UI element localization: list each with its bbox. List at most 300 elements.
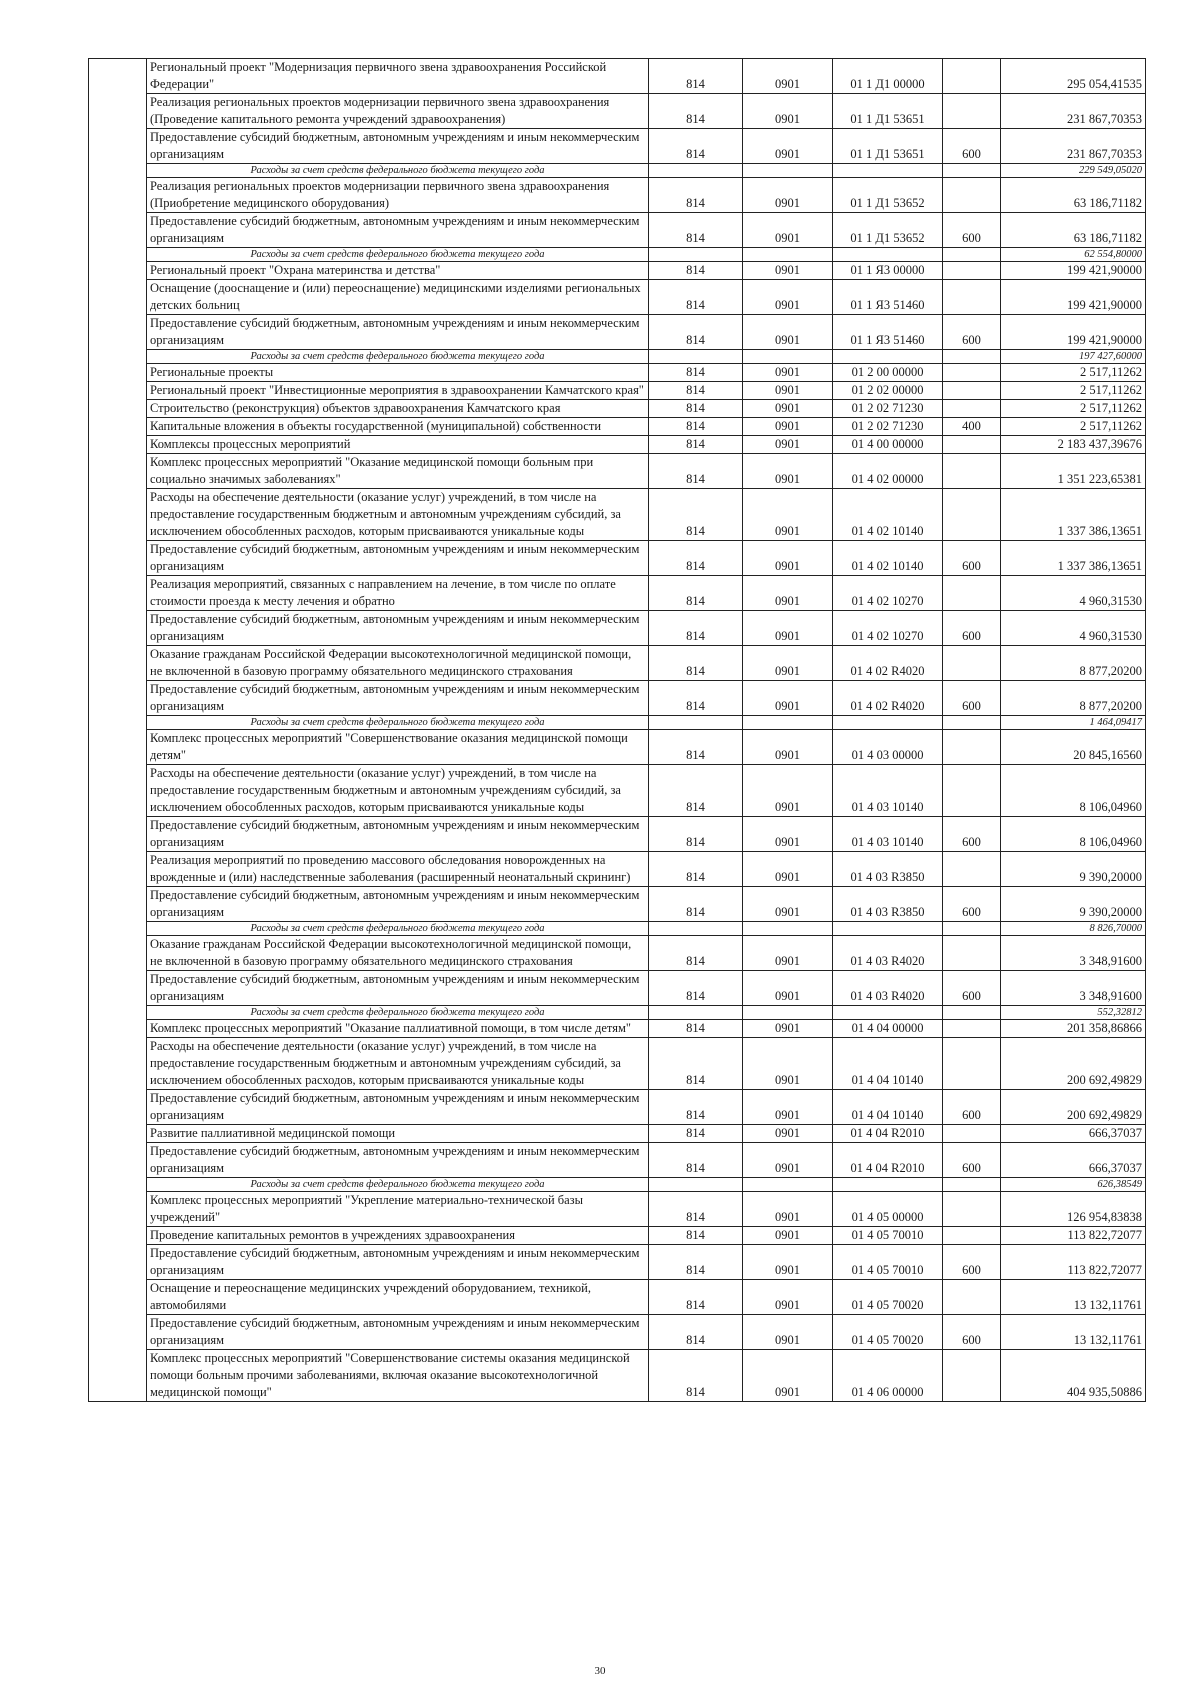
row-name: Региональный проект "Инвестиционные мероприятия в здравоохранении Камчатского края" [147, 382, 649, 400]
row-admin-code: 814 [649, 1125, 743, 1143]
table-row [89, 1245, 1146, 1280]
row-amount: 231 867,70353 [1001, 94, 1146, 129]
table-row [89, 1227, 1146, 1245]
row-expense-type [943, 262, 1001, 280]
row-name: Развитие паллиативной медицинской помощи [147, 1125, 649, 1143]
row-target-code: 01 4 03 R3850 [833, 852, 943, 887]
table-row [89, 94, 1146, 129]
table-row [89, 129, 1146, 164]
row-amount: 229 549,05020 [1001, 164, 1146, 178]
row-amount: 113 822,72077 [1001, 1245, 1146, 1280]
row-margin-cell [89, 129, 147, 164]
row-margin-cell [89, 454, 147, 489]
row-margin-cell [89, 852, 147, 887]
row-name: Региональный проект "Модернизация первичного звена здравоохранения Российской Федерации" [147, 59, 649, 94]
row-amount: 4 960,31530 [1001, 611, 1146, 646]
row-admin-code: 814 [649, 1090, 743, 1125]
row-section-code: 0901 [743, 765, 833, 817]
row-name: Предоставление субсидий бюджетным, автономным учреждениям и иным некоммерческим организациям [147, 129, 649, 164]
table-row [89, 1090, 1146, 1125]
row-amount: 201 358,86866 [1001, 1020, 1146, 1038]
row-target-code: 01 4 04 R2010 [833, 1143, 943, 1178]
row-name: Расходы на обеспечение деятельности (оказание услуг) учреждений, в том числе на предоставление государственным бюджетным и автономным учреждениям субсидий, за исключением обособленных расходов, которым присваиваются уникальные коды [147, 1038, 649, 1090]
row-name: Расходы за счет средств федерального бюджета текущего года [147, 350, 649, 364]
table-row [89, 1143, 1146, 1178]
row-amount: 231 867,70353 [1001, 129, 1146, 164]
row-admin-code [649, 1006, 743, 1020]
row-admin-code: 814 [649, 94, 743, 129]
row-amount: 63 186,71182 [1001, 178, 1146, 213]
row-expense-type [943, 1350, 1001, 1402]
federal-budget-row [89, 922, 1146, 936]
row-name: Расходы за счет средств федерального бюджета текущего года [147, 248, 649, 262]
row-section-code: 0901 [743, 541, 833, 576]
row-amount: 9 390,20000 [1001, 852, 1146, 887]
row-target-code: 01 4 00 00000 [833, 436, 943, 454]
row-amount: 3 348,91600 [1001, 971, 1146, 1006]
row-section-code: 0901 [743, 280, 833, 315]
row-amount: 8 106,04960 [1001, 765, 1146, 817]
row-amount: 626,38549 [1001, 1178, 1146, 1192]
row-expense-type: 600 [943, 1315, 1001, 1350]
row-margin-cell [89, 382, 147, 400]
row-expense-type: 600 [943, 315, 1001, 350]
row-margin-cell [89, 1192, 147, 1227]
table-row [89, 887, 1146, 922]
row-expense-type: 600 [943, 541, 1001, 576]
row-name: Предоставление субсидий бюджетным, автономным учреждениям и иным некоммерческим организациям [147, 971, 649, 1006]
row-amount: 404 935,50886 [1001, 1350, 1146, 1402]
row-expense-type [943, 436, 1001, 454]
row-admin-code: 814 [649, 541, 743, 576]
row-amount: 666,37037 [1001, 1143, 1146, 1178]
row-target-code: 01 4 04 10140 [833, 1038, 943, 1090]
row-amount: 2 517,11262 [1001, 418, 1146, 436]
row-admin-code: 814 [649, 611, 743, 646]
row-margin-cell [89, 1090, 147, 1125]
table-row [89, 852, 1146, 887]
row-target-code [833, 716, 943, 730]
row-target-code: 01 4 05 70010 [833, 1227, 943, 1245]
row-expense-type: 600 [943, 1245, 1001, 1280]
row-section-code: 0901 [743, 418, 833, 436]
row-target-code: 01 4 04 10140 [833, 1090, 943, 1125]
table-row [89, 178, 1146, 213]
table-row [89, 400, 1146, 418]
row-amount: 666,37037 [1001, 1125, 1146, 1143]
row-target-code: 01 4 02 R4020 [833, 646, 943, 681]
row-target-code: 01 1 Д1 53652 [833, 178, 943, 213]
table-row [89, 1280, 1146, 1315]
federal-budget-row [89, 248, 1146, 262]
row-name: Реализация мероприятий, связанных с направлением на лечение, в том числе по оплате стоимости проезда к месту лечения и обратно [147, 576, 649, 611]
row-section-code: 0901 [743, 213, 833, 248]
row-section-code: 0901 [743, 1227, 833, 1245]
table-body [89, 59, 1146, 1402]
row-name: Предоставление субсидий бюджетным, автономным учреждениям и иным некоммерческим организациям [147, 315, 649, 350]
federal-budget-row [89, 350, 1146, 364]
row-expense-type: 600 [943, 971, 1001, 1006]
page-number: 30 [594, 1665, 606, 1677]
row-name: Предоставление субсидий бюджетным, автономным учреждениям и иным некоммерческим организациям [147, 1245, 649, 1280]
row-section-code: 0901 [743, 178, 833, 213]
row-section-code: 0901 [743, 400, 833, 418]
row-amount: 199 421,90000 [1001, 315, 1146, 350]
row-margin-cell [89, 262, 147, 280]
row-admin-code: 814 [649, 971, 743, 1006]
row-expense-type: 600 [943, 129, 1001, 164]
row-expense-type: 600 [943, 681, 1001, 716]
row-amount: 295 054,41535 [1001, 59, 1146, 94]
table-row [89, 971, 1146, 1006]
row-section-code: 0901 [743, 936, 833, 971]
row-name: Оснащение и переоснащение медицинских учреждений оборудованием, техникой, автомобилями [147, 1280, 649, 1315]
row-section-code: 0901 [743, 576, 833, 611]
table-row [89, 59, 1146, 94]
row-name: Предоставление субсидий бюджетным, автономным учреждениям и иным некоммерческим организациям [147, 817, 649, 852]
row-target-code: 01 2 00 00000 [833, 364, 943, 382]
row-admin-code: 814 [649, 280, 743, 315]
row-amount: 9 390,20000 [1001, 887, 1146, 922]
row-target-code: 01 4 03 10140 [833, 817, 943, 852]
row-margin-cell [89, 1125, 147, 1143]
row-section-code: 0901 [743, 611, 833, 646]
row-name: Расходы за счет средств федерального бюджета текущего года [147, 164, 649, 178]
row-name: Расходы за счет средств федерального бюджета текущего года [147, 1178, 649, 1192]
row-margin-cell [89, 1350, 147, 1402]
table-row [89, 1020, 1146, 1038]
row-admin-code: 814 [649, 1227, 743, 1245]
row-margin-cell [89, 1143, 147, 1178]
row-target-code: 01 4 04 00000 [833, 1020, 943, 1038]
row-name: Предоставление субсидий бюджетным, автономным учреждениям и иным некоммерческим организациям [147, 541, 649, 576]
row-target-code: 01 2 02 00000 [833, 382, 943, 400]
row-admin-code [649, 922, 743, 936]
row-admin-code: 814 [649, 817, 743, 852]
row-margin-cell [89, 1315, 147, 1350]
row-expense-type [943, 716, 1001, 730]
row-target-code [833, 164, 943, 178]
row-expense-type [943, 730, 1001, 765]
row-expense-type [943, 1280, 1001, 1315]
row-target-code: 01 1 Д1 00000 [833, 59, 943, 94]
row-margin-cell [89, 936, 147, 971]
row-target-code: 01 4 03 R4020 [833, 971, 943, 1006]
row-target-code: 01 4 03 10140 [833, 765, 943, 817]
row-margin-cell [89, 489, 147, 541]
row-target-code: 01 4 02 00000 [833, 454, 943, 489]
row-name: Капитальные вложения в объекты государственной (муниципальной) собственности [147, 418, 649, 436]
budget-table [88, 58, 1146, 1402]
row-target-code: 01 4 02 10270 [833, 576, 943, 611]
row-target-code: 01 2 02 71230 [833, 418, 943, 436]
row-expense-type [943, 1038, 1001, 1090]
row-name: Комплексы процессных мероприятий [147, 436, 649, 454]
table-row [89, 541, 1146, 576]
row-margin-cell [89, 971, 147, 1006]
row-admin-code: 814 [649, 1315, 743, 1350]
row-name: Реализация мероприятий по проведению массового обследования новорожденных на врожденные и (или) наследственные заболевания (расширенный неонатальный скрининг) [147, 852, 649, 887]
row-expense-type [943, 489, 1001, 541]
row-margin-cell [89, 1006, 147, 1020]
row-expense-type [943, 1192, 1001, 1227]
row-target-code: 01 1 Д1 53651 [833, 94, 943, 129]
row-margin-cell [89, 1178, 147, 1192]
row-name: Оснащение (дооснащение и (или) переоснащение) медицинскими изделиями региональных детских больниц [147, 280, 649, 315]
row-margin-cell [89, 59, 147, 94]
row-admin-code: 814 [649, 887, 743, 922]
table-row [89, 765, 1146, 817]
row-amount: 2 517,11262 [1001, 382, 1146, 400]
row-admin-code [649, 164, 743, 178]
row-amount: 3 348,91600 [1001, 936, 1146, 971]
row-margin-cell [89, 922, 147, 936]
row-target-code: 01 1 Я3 51460 [833, 315, 943, 350]
row-admin-code: 814 [649, 382, 743, 400]
row-expense-type: 600 [943, 1090, 1001, 1125]
table-row [89, 1038, 1146, 1090]
row-name: Оказание гражданам Российской Федерации высокотехнологичной медицинской помощи, не включенной в базовую программу обязательного медицинского страхования [147, 936, 649, 971]
row-admin-code: 814 [649, 576, 743, 611]
row-expense-type: 600 [943, 887, 1001, 922]
row-margin-cell [89, 350, 147, 364]
row-section-code: 0901 [743, 1350, 833, 1402]
row-expense-type [943, 382, 1001, 400]
row-admin-code: 814 [649, 129, 743, 164]
row-admin-code: 814 [649, 262, 743, 280]
row-amount: 197 427,60000 [1001, 350, 1146, 364]
row-section-code: 0901 [743, 852, 833, 887]
row-target-code: 01 4 02 10140 [833, 489, 943, 541]
row-expense-type [943, 454, 1001, 489]
row-admin-code: 814 [649, 1038, 743, 1090]
row-amount: 63 186,71182 [1001, 213, 1146, 248]
row-margin-cell [89, 178, 147, 213]
row-section-code: 0901 [743, 1020, 833, 1038]
row-target-code: 01 4 03 R3850 [833, 887, 943, 922]
row-margin-cell [89, 280, 147, 315]
table-row [89, 936, 1146, 971]
row-margin-cell [89, 436, 147, 454]
row-expense-type [943, 364, 1001, 382]
row-name: Комплекс процессных мероприятий "Оказание медицинской помощи больным при социально значимых заболеваниях" [147, 454, 649, 489]
row-admin-code: 814 [649, 364, 743, 382]
row-margin-cell [89, 1245, 147, 1280]
row-admin-code: 814 [649, 59, 743, 94]
row-name: Расходы за счет средств федерального бюджета текущего года [147, 716, 649, 730]
row-margin-cell [89, 576, 147, 611]
row-admin-code: 814 [649, 1280, 743, 1315]
federal-budget-row [89, 164, 1146, 178]
row-margin-cell [89, 418, 147, 436]
row-name: Предоставление субсидий бюджетным, автономным учреждениям и иным некоммерческим организациям [147, 611, 649, 646]
table-row [89, 418, 1146, 436]
row-section-code: 0901 [743, 489, 833, 541]
row-margin-cell [89, 730, 147, 765]
row-expense-type: 600 [943, 817, 1001, 852]
row-target-code [833, 1178, 943, 1192]
row-name: Расходы на обеспечение деятельности (оказание услуг) учреждений, в том числе на предоставление государственным бюджетным и автономным учреждениям субсидий, за исключением обособленных расходов, которым присваиваются уникальные коды [147, 489, 649, 541]
row-amount: 113 822,72077 [1001, 1227, 1146, 1245]
row-section-code: 0901 [743, 129, 833, 164]
row-section-code: 0901 [743, 364, 833, 382]
row-admin-code: 814 [649, 489, 743, 541]
row-name: Реализация региональных проектов модернизации первичного звена здравоохранения (Проведение капитального ремонта учреждений здравоохранения) [147, 94, 649, 129]
row-name: Расходы на обеспечение деятельности (оказание услуг) учреждений, в том числе на предоставление государственным бюджетным и автономным учреждениям субсидий, за исключением обособленных расходов, которым присваиваются уникальные коды [147, 765, 649, 817]
row-margin-cell [89, 765, 147, 817]
row-amount: 8 877,20200 [1001, 646, 1146, 681]
row-target-code: 01 4 02 10140 [833, 541, 943, 576]
row-section-code: 0901 [743, 1245, 833, 1280]
row-amount: 126 954,83838 [1001, 1192, 1146, 1227]
table-row [89, 213, 1146, 248]
row-name: Строительство (реконструкция) объектов здравоохранения Камчатского края [147, 400, 649, 418]
row-target-code: 01 4 05 70010 [833, 1245, 943, 1280]
row-section-code: 0901 [743, 1038, 833, 1090]
row-admin-code: 814 [649, 681, 743, 716]
table-row [89, 315, 1146, 350]
row-target-code [833, 248, 943, 262]
row-expense-type [943, 1227, 1001, 1245]
row-section-code: 0901 [743, 59, 833, 94]
row-expense-type [943, 350, 1001, 364]
row-section-code: 0901 [743, 646, 833, 681]
row-margin-cell [89, 400, 147, 418]
table-row [89, 454, 1146, 489]
row-admin-code: 814 [649, 936, 743, 971]
row-margin-cell [89, 94, 147, 129]
row-expense-type [943, 1178, 1001, 1192]
row-section-code [743, 350, 833, 364]
row-expense-type [943, 922, 1001, 936]
row-section-code [743, 1178, 833, 1192]
row-expense-type: 600 [943, 1143, 1001, 1178]
row-amount: 8 877,20200 [1001, 681, 1146, 716]
row-section-code: 0901 [743, 94, 833, 129]
row-name: Комплекс процессных мероприятий "Оказание паллиативной помощи, в том числе детям" [147, 1020, 649, 1038]
row-expense-type [943, 178, 1001, 213]
table-row [89, 817, 1146, 852]
row-section-code: 0901 [743, 1143, 833, 1178]
row-admin-code [649, 716, 743, 730]
row-expense-type [943, 164, 1001, 178]
row-expense-type [943, 576, 1001, 611]
row-expense-type [943, 1020, 1001, 1038]
row-name: Реализация региональных проектов модернизации первичного звена здравоохранения (Приобретение медицинского оборудования) [147, 178, 649, 213]
row-margin-cell [89, 213, 147, 248]
row-admin-code: 814 [649, 1020, 743, 1038]
row-margin-cell [89, 681, 147, 716]
federal-budget-row [89, 1178, 1146, 1192]
row-section-code: 0901 [743, 262, 833, 280]
row-admin-code: 814 [649, 436, 743, 454]
row-target-code: 01 4 04 R2010 [833, 1125, 943, 1143]
row-amount: 62 554,80000 [1001, 248, 1146, 262]
row-admin-code: 814 [649, 1245, 743, 1280]
table-row [89, 364, 1146, 382]
row-admin-code [649, 1178, 743, 1192]
row-expense-type [943, 646, 1001, 681]
row-section-code [743, 248, 833, 262]
row-expense-type: 600 [943, 611, 1001, 646]
row-name: Региональные проекты [147, 364, 649, 382]
row-amount: 13 132,11761 [1001, 1315, 1146, 1350]
row-expense-type [943, 852, 1001, 887]
row-target-code [833, 922, 943, 936]
row-admin-code: 814 [649, 213, 743, 248]
row-section-code: 0901 [743, 1090, 833, 1125]
row-section-code [743, 1006, 833, 1020]
row-admin-code [649, 248, 743, 262]
table-row [89, 436, 1146, 454]
row-expense-type [943, 1006, 1001, 1020]
row-target-code [833, 350, 943, 364]
row-margin-cell [89, 315, 147, 350]
row-expense-type [943, 765, 1001, 817]
row-name: Расходы за счет средств федерального бюджета текущего года [147, 922, 649, 936]
row-margin-cell [89, 1020, 147, 1038]
row-admin-code: 814 [649, 1350, 743, 1402]
table-row [89, 1315, 1146, 1350]
table-row [89, 611, 1146, 646]
row-target-code: 01 1 Я3 51460 [833, 280, 943, 315]
row-target-code: 01 2 02 71230 [833, 400, 943, 418]
federal-budget-row [89, 716, 1146, 730]
row-name: Оказание гражданам Российской Федерации высокотехнологичной медицинской помощи, не включенной в базовую программу обязательного медицинского страхования [147, 646, 649, 681]
row-margin-cell [89, 164, 147, 178]
row-amount: 200 692,49829 [1001, 1090, 1146, 1125]
row-margin-cell [89, 541, 147, 576]
row-expense-type [943, 59, 1001, 94]
row-amount: 4 960,31530 [1001, 576, 1146, 611]
row-name: Комплекс процессных мероприятий "Укрепление материально-технической базы учреждений" [147, 1192, 649, 1227]
row-name: Предоставление субсидий бюджетным, автономным учреждениям и иным некоммерческим организациям [147, 1315, 649, 1350]
row-amount: 8 106,04960 [1001, 817, 1146, 852]
table-row [89, 1350, 1146, 1402]
row-section-code: 0901 [743, 436, 833, 454]
table-row [89, 576, 1146, 611]
row-amount: 8 826,70000 [1001, 922, 1146, 936]
row-admin-code: 814 [649, 1192, 743, 1227]
row-name: Проведение капитальных ремонтов в учреждениях здравоохранения [147, 1227, 649, 1245]
row-admin-code: 814 [649, 646, 743, 681]
row-target-code: 01 4 05 70020 [833, 1280, 943, 1315]
row-target-code: 01 4 03 00000 [833, 730, 943, 765]
row-expense-type [943, 248, 1001, 262]
row-amount: 1 351 223,65381 [1001, 454, 1146, 489]
row-amount: 20 845,16560 [1001, 730, 1146, 765]
row-name: Предоставление субсидий бюджетным, автономным учреждениям и иным некоммерческим организациям [147, 1143, 649, 1178]
row-expense-type: 600 [943, 213, 1001, 248]
row-section-code [743, 164, 833, 178]
row-target-code: 01 1 Я3 00000 [833, 262, 943, 280]
row-name: Комплекс процессных мероприятий "Совершенствование системы оказания медицинской помощи больным прочими заболеваниями, включая оказание высокотехнологичной медицинской помощи" [147, 1350, 649, 1402]
row-admin-code: 814 [649, 454, 743, 489]
row-name: Расходы за счет средств федерального бюджета текущего года [147, 1006, 649, 1020]
row-admin-code [649, 350, 743, 364]
row-section-code: 0901 [743, 382, 833, 400]
row-section-code: 0901 [743, 1315, 833, 1350]
row-amount: 1 337 386,13651 [1001, 541, 1146, 576]
row-section-code [743, 922, 833, 936]
row-expense-type [943, 94, 1001, 129]
row-name: Предоставление субсидий бюджетным, автономным учреждениям и иным некоммерческим организациям [147, 1090, 649, 1125]
row-admin-code: 814 [649, 1143, 743, 1178]
row-amount: 200 692,49829 [1001, 1038, 1146, 1090]
row-margin-cell [89, 716, 147, 730]
row-amount: 199 421,90000 [1001, 262, 1146, 280]
table-row [89, 1192, 1146, 1227]
